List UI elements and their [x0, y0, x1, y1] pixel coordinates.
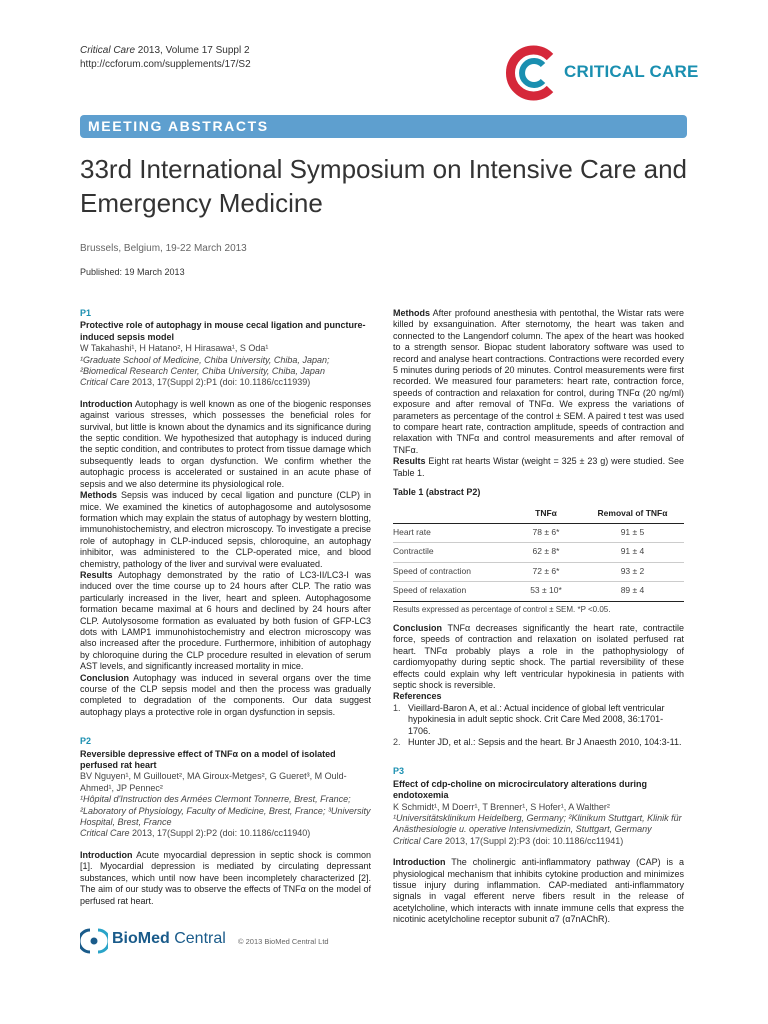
- paragraph-results: [393, 456, 684, 479]
- table-cell: Heart rate: [393, 523, 511, 542]
- abstract-number-p3: P3: [393, 766, 405, 777]
- table-footnote: Results expressed as percentage of control ± SEM. *P <0.05.: [393, 604, 611, 614]
- paragraph-introduction: [80, 850, 371, 907]
- citation-detail[interactable]: 2013, 17(Suppl 2):P1 (doi: 10.1186/cc11939): [129, 377, 311, 388]
- abstract-title-p3: Effect of cdp-choline on microcirculatory alterations during endotoxemia: [393, 778, 648, 801]
- bmc-bio: BioMed: [112, 930, 170, 947]
- citation-journal: Critical Care: [393, 835, 443, 846]
- authors-p2: BV Nguyen¹, M Guillouet², MA Giroux-Metges², G Gueret³, M Ould-Ahmed¹, JP Pennec²: [80, 771, 347, 793]
- banner-label: MEETING ABSTRACTS: [88, 118, 269, 134]
- text-introduction: Acute myocardial depression in septic shock is common [1]. Myocardial depression is mediated by circulating depressant substances, which until now have been incompletely characterized [2]. The aim of our study was to observe the effects of TNFα on the model of perfused rat heart.: [80, 849, 371, 906]
- table-cell: 89 ± 4: [581, 582, 684, 601]
- heading-introduction: Introduction: [80, 398, 133, 409]
- biomed-central-logo-icon: [80, 927, 108, 955]
- table-cell: 93 ± 2: [581, 562, 684, 581]
- text-methods: Sepsis was induced by cecal ligation and puncture (CLP) in mice. We examined the kinetics of autophagosome and autolysosome formation which may explain the status of autophagy by western blotting, immunohistochemistry, and electron microscopy. To investigate a precise role of autophagy in CLP-induced sepsis, chloroquine, an autophagy inhibitor, was administered to the CLP-operated mice, and blood chemistry, pathology of the liver and survival were evaluated.: [80, 490, 371, 569]
- table-row: [393, 582, 684, 601]
- citation-journal: Critical Care: [80, 377, 130, 388]
- citation-detail[interactable]: 2013, 17(Suppl 2):P3 (doi: 10.1186/cc11941): [442, 835, 624, 846]
- text-results: Autophagy demonstrated by the ratio of LC3-II/LC3-I was induced over the time course up to 24 hours after CLP. The ratio was particularly increased in the liver, heart and spleen. Autophagosome formation became maximal at 6 hours and declined by 24 hours after CLP. Autolysosome formation as evaluated by both fusion of GFP-LC3 dots with LAMP1 immunohistochemistry and electron microscopy was also increased after the procedure. Furthermore, inhibition of autophagy by chloroquine during the CLP procedure resulted in elevation of serum AST levels, and significantly increased mortality in mice.: [80, 569, 371, 672]
- table-row: [393, 562, 684, 581]
- table-header-cell: [393, 503, 511, 524]
- journal-info: 2013, Volume 17 Suppl 2: [135, 45, 250, 56]
- table-row: [393, 543, 684, 562]
- citation-detail[interactable]: 2013, 17(Suppl 2):P2 (doi: 10.1186/cc11940): [129, 828, 311, 839]
- reference-number: 2.: [393, 737, 401, 747]
- affiliations-p3: ¹Universitätsklinikum Heidelberg, Germany; ²Klinikum Stuttgart, Klinik für Anästhesiologie u. operative Intensivmedizin, Stuttgart, Germany: [393, 813, 682, 835]
- table-cell: Speed of relaxation: [393, 582, 511, 601]
- text-introduction: The cholinergic anti-inflammatory pathway (CAP) is a physiological mechanism that inhibits cytokine production and minimizes tissue injury during inflammation. CAP-mediated anti-inflammatory signals in vagal efferent nerve fibers result in the release of acetylcholine, which interacts with innate immune cells that express the nicotinic acetylcholine receptor subunit α7 (α7nAChR).: [393, 857, 684, 925]
- text-results: Eight rat hearts Wistar (weight = 325 ± 23 g) were studied. See Table 1.: [393, 456, 684, 478]
- logo-text: CRITICAL CARE: [564, 62, 699, 81]
- heading-conclusion: Conclusion: [393, 622, 442, 633]
- paragraph-introduction: [80, 399, 371, 490]
- abstract-title-p2: Reversible depressive effect of TNFα on a model of isolated perfused rat heart: [80, 748, 336, 771]
- table-cell: Contractile: [393, 543, 511, 562]
- heading-conclusion: Conclusion: [80, 672, 129, 683]
- paragraph-conclusion: [393, 623, 684, 691]
- paragraph-methods: [80, 490, 371, 570]
- table-header-row: [393, 503, 684, 524]
- text-introduction: Autophagy is well known as one of the biogenic responses against various stresses, which possesses the beneficial roles for survival, but little is known about the dynamics and its significance during the septic condition. We hypothesized that autophagy is induced during the septic condition, and contributes to protect from tissue damage which subsequently leads to organ dysfunction. We confirm whether the autophagic process is accelerated or sustained in an acute phase of sepsis and we also determine its physiological role.: [80, 398, 371, 489]
- right-column: [393, 308, 684, 926]
- heading-introduction: Introduction: [393, 857, 446, 868]
- table-row: [393, 523, 684, 542]
- citation-p2: [80, 828, 371, 839]
- heading-introduction: Introduction: [80, 849, 133, 860]
- abstract-title-p1: Protective role of autophagy in mouse cecal ligation and puncture-induced sepsis model: [80, 320, 366, 342]
- journal-header: [80, 44, 251, 72]
- results-table: [393, 503, 684, 602]
- reference-number: 1.: [393, 702, 401, 713]
- heading-methods: Methods: [393, 308, 430, 318]
- critical-care-logo-icon: [503, 44, 561, 102]
- text-methods: After profound anesthesia with pentothal, the Wistar rats were killed by exsanguination. After sternotomy, the heart was taken and connected to the Langendorf column. The apex of the heart was hooked to a strength sensor. Biopac student laboratory software was used to record and analyse heart contractions. Contractions were recorded every 5 minutes during periods of 20 minutes. Control measurements were first recorded. We measured four parameters: heart rate, contraction force, speeds of contraction and relaxation for control, during TNFα (20 ng/ml) exposure and after removal of TNFα. We express the variations of parameters as percentage of the control ± SEM. A paired t test was used to compare heart rate, contraction amplitude, speeds of contraction and relaxation with TNFα and control measurements and after removal of TNFα.: [393, 308, 684, 455]
- table-cell: Speed of contraction: [393, 562, 511, 581]
- reference-item[interactable]: [393, 737, 684, 748]
- abstract-number-p2: P2: [80, 736, 92, 747]
- abstract-body-p3: [393, 857, 684, 925]
- affiliations-p2: ¹Hôpital d'Instruction des Armées Clermont Tonnerre, Brest, France; ²Laboratory of Physiology, Faculty of Medicine, Brest, France; ³University Hospital, Brest, France: [80, 794, 371, 828]
- critical-care-logo: [503, 44, 699, 102]
- citation-p1: [80, 377, 371, 388]
- affiliations-p1: ¹Graduate School of Medicine, Chiba University, Chiba, Japan; ²Biomedical Research Center, Chiba University, Chiba, Japan: [80, 354, 330, 377]
- reference-text: Vieillard-Baron A, et al.: Actual incidence of global left ventricular hypokinesia in adult septic shock. Crit Care Med 2008, 36:1701-1706.: [408, 702, 665, 736]
- abstract-body-p1: [80, 399, 371, 718]
- paragraph-conclusion: [80, 673, 371, 719]
- page-footer: [80, 926, 380, 956]
- table-header-cell: Removal of TNFα: [581, 503, 684, 524]
- bmc-central: Central: [169, 930, 226, 947]
- journal-name: Critical Care: [80, 45, 136, 56]
- abstract-body-p2-start: [80, 850, 371, 907]
- table-caption: Table 1 (abstract P2): [393, 487, 481, 498]
- citation-journal: Critical Care: [80, 828, 130, 839]
- abstract-body-p2-end: [393, 623, 684, 691]
- biomed-central-logo: [80, 926, 240, 956]
- reference-item[interactable]: [393, 703, 684, 737]
- citation-p3: [393, 836, 684, 847]
- paragraph-introduction: [393, 857, 684, 925]
- paragraph-results: [80, 570, 371, 673]
- heading-methods: Methods: [80, 490, 117, 501]
- abstract-number-p1: P1: [80, 308, 92, 318]
- authors-p1: W Takahashi¹, H Hatano², H Hirasawa¹, S Oda¹: [80, 343, 269, 354]
- text-conclusion: TNFα decreases significantly the heart rate, contractile force, speeds of contraction and relaxation on isolated perfused rat heart. TNFα probably plays a role in the pathophysiology of cardiomyopathy during septic shock. The partial reversibility of these effects could explain why left ventricular hypokinesia in patients with septic shock is reversible.: [393, 622, 684, 690]
- location: Brussels, Belgium, 19-22 March 2013: [80, 243, 247, 254]
- paragraph-methods: [393, 308, 684, 456]
- biomed-central-text: [112, 930, 226, 948]
- table-cell: 53 ± 10*: [511, 582, 581, 601]
- table-cell: 72 ± 6*: [511, 562, 581, 581]
- abstract-body-p2-cont: [393, 308, 684, 479]
- table-header-cell: TNFα: [511, 503, 581, 524]
- heading-results: Results: [80, 569, 113, 580]
- heading-results: Results: [393, 456, 426, 467]
- left-column: [80, 308, 371, 907]
- page-title: 33rd International Symposium on Intensive Care and Emergency Medicine: [80, 154, 688, 218]
- references-heading: References: [393, 691, 442, 702]
- journal-url[interactable]: http://ccforum.com/supplements/17/S2: [80, 59, 251, 70]
- copyright: © 2013 BioMed Central Ltd: [238, 937, 329, 946]
- published-date: Published: 19 March 2013: [80, 267, 185, 277]
- reference-text: Hunter JD, et al.: Sepsis and the heart. Br J Anaesth 2010, 104:3-11.: [408, 737, 682, 747]
- table-cell: 62 ± 8*: [511, 543, 581, 562]
- table-cell: 91 ± 5: [581, 523, 684, 542]
- table-cell: 78 ± 6*: [511, 523, 581, 542]
- text-conclusion: Autophagy was induced in several organs over the time course of the CLP sepsis model and then the process was gradually completed to degradation of the components. Our data suggest autophagy plays a protective role in organ dysfunction in sepsis.: [80, 672, 371, 717]
- meeting-abstracts-banner: [80, 115, 687, 138]
- authors-p3: K Schmidt¹, M Doerr¹, T Brenner¹, S Hofer¹, A Walther²: [393, 801, 610, 812]
- table-cell: 91 ± 4: [581, 543, 684, 562]
